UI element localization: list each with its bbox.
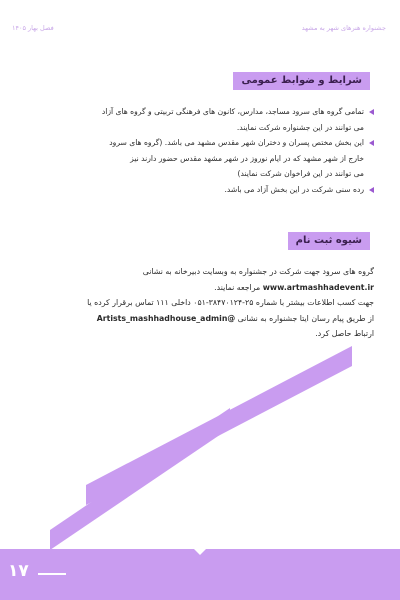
decorative-stripes bbox=[0, 340, 400, 550]
registration-line-prefix: از طریق پیام رسان ایتا جشنواره به نشانی bbox=[237, 313, 374, 323]
registration-line bbox=[24, 311, 374, 327]
page-number-divider bbox=[38, 573, 66, 575]
stripe-shape bbox=[50, 408, 230, 550]
festival-title: جشنواره هنرهای شهر به مشهد bbox=[301, 24, 386, 32]
registration-heading: شیوه ثبت نام bbox=[288, 232, 370, 250]
eitaa-handle[interactable]: @Artists_mashhadhouse_admin bbox=[96, 313, 236, 323]
rule-line: این بخش مختص پسران و دختران شهر مقدس مشهد می باشد. (گروه های سرود bbox=[109, 138, 364, 147]
list-item bbox=[19, 182, 374, 198]
rules-heading: شرایط و ضوابط عمومی bbox=[233, 72, 370, 90]
registration-line: جهت کسب اطلاعات بیشتر با شماره ۲۵-۳۸۴۷۰۱۲۴-۰۵۱ داخلی ۱۱۱ تماس برقرار کرده یا bbox=[87, 298, 374, 307]
registration-line: ارتباط حاصل کرد. bbox=[315, 329, 374, 338]
registration-line bbox=[24, 280, 374, 296]
rule-line: رده سنی شرکت در این بخش آزاد می باشد. bbox=[224, 184, 364, 194]
registration-text bbox=[24, 264, 374, 342]
registration-line-suffix: مراجعه نمایند. bbox=[214, 282, 261, 292]
page-number: ۱۷ bbox=[8, 561, 29, 581]
list-item bbox=[19, 104, 374, 135]
website-link[interactable]: www.artmashhadevent.ir bbox=[262, 282, 374, 292]
triangle-bullet-icon bbox=[369, 187, 374, 193]
triangle-bullet-icon bbox=[369, 109, 374, 115]
triangle-bullet-icon bbox=[369, 140, 374, 146]
page-header bbox=[0, 0, 400, 40]
registration-line: گروه های سرود جهت شرکت در جشنواره به وبسایت دبیرخانه به نشانی bbox=[142, 267, 374, 276]
season-label: فصل بهار ۱۴۰۵ bbox=[12, 24, 54, 32]
rule-line: می توانند در این جشنواره شرکت نمایند. bbox=[236, 122, 364, 132]
rule-line: می توانند در این فراخوان شرکت نمایند) bbox=[237, 169, 364, 178]
diamond-icon bbox=[194, 543, 206, 555]
rule-line: تمامی گروه های سرود مساجد، مدارس، کانون های فرهنگی تربیتی و گروه های آزاد bbox=[101, 107, 364, 116]
list-item bbox=[19, 135, 374, 182]
rules-list bbox=[19, 104, 374, 197]
rule-line: خارج از شهر مشهد که در ایام نوروز در شهر مشهد مقدس حضور دارند نیز bbox=[130, 153, 364, 163]
